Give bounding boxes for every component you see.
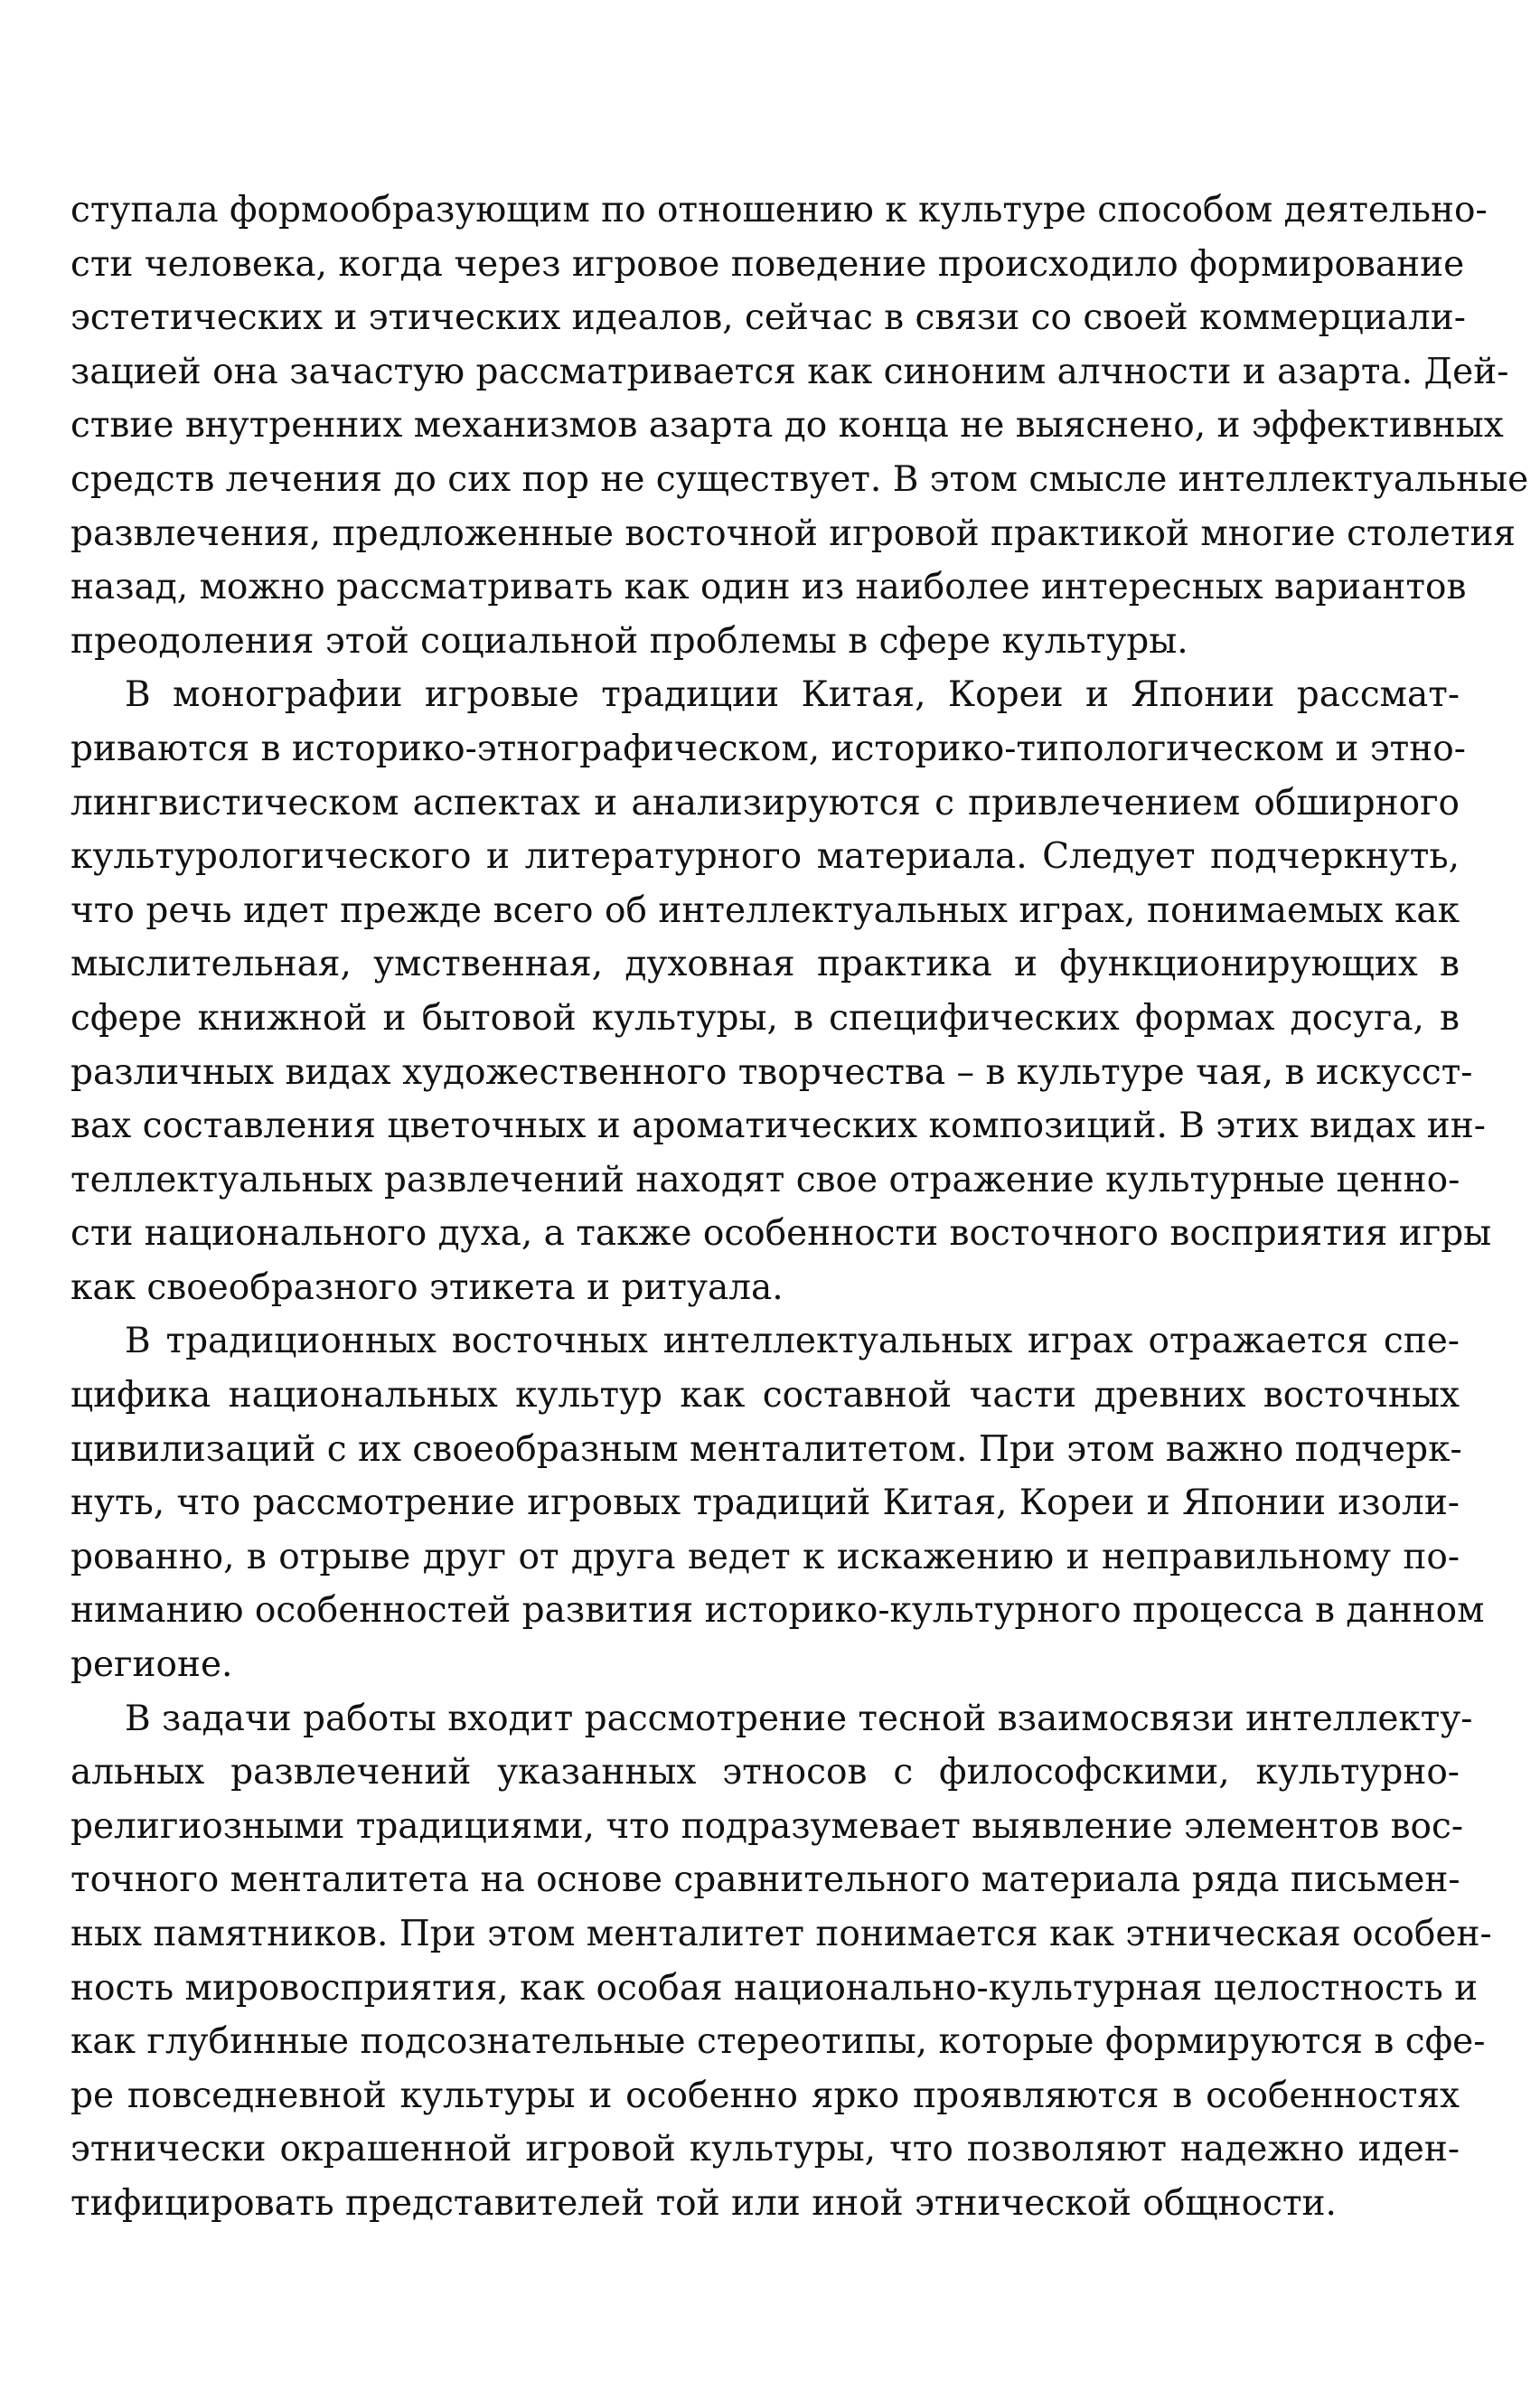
text-line: зацией она зачастую рассматривается как синоним алчности и азарта. Дей-	[70, 351, 1509, 392]
paragraph-3	[70, 1314, 1485, 1691]
text-line: как глубинные подсознательные стереотипы, которые формируются в сфе-	[70, 2021, 1486, 2063]
text-line: средств лечения до сих пор не существует. В этом смысле интеллектуальные	[70, 458, 1529, 500]
text-line: ступала формообразующим по отношению к культуре способом деятельно-	[70, 190, 1488, 231]
text-line: цивилизаций с их своеобразным менталитетом. При этом важно подчерк-	[70, 1428, 1462, 1470]
text-line: религиозными традициями, что подразумевает выявление элементов вос-	[70, 1805, 1464, 1847]
text-line: В традиционных восточных интеллектуальных играх отражается спе-	[125, 1321, 1460, 1362]
text-line: как своеобразного этикета и ритуала.	[70, 1266, 784, 1308]
text-line: сти человека, когда через игровое поведение происходило формирование	[70, 243, 1465, 285]
text-line: цифика национальных культур как составной части древних восточных	[70, 1375, 1460, 1417]
text-line: преодоления этой социальной проблемы в сфере культуры.	[70, 620, 1188, 662]
text-line: что речь идет прежде всего об интеллектуальных играх, понимаемых как	[70, 890, 1460, 931]
text-line: назад, можно рассматривать как один из наиболее интересных вариантов	[70, 567, 1467, 608]
paragraph-1	[70, 184, 1529, 668]
text-line: сти национального духа, а также особенности восточного восприятия игры	[70, 1213, 1492, 1255]
text-line: теллектуальных развлечений находят свое отражение культурные ценно-	[70, 1159, 1460, 1200]
text-line: В монографии игровые традиции Китая, Кореи и Японии рассмат-	[125, 674, 1460, 716]
text-line: ных памятников. При этом менталитет понимается как этническая особен-	[70, 1914, 1492, 1954]
text-line: В задачи работы входит рассмотрение тесной взаимосвязи интеллекту-	[125, 1698, 1473, 1739]
text-line: точного менталитета на основе сравнительного материала ряда письмен-	[70, 1859, 1460, 1901]
text-line: эстетических и этических идеалов, сейчас в связи со своей коммерциали-	[70, 297, 1466, 339]
text-line: мыслительная, умственная, духовная практика и функционирующих в	[70, 944, 1460, 985]
text-line: альных развлечений указанных этносов с философскими, культурно-	[70, 1752, 1460, 1793]
text-line: ствие внутренних механизмов азарта до конца не выяснено, и эффективных	[70, 405, 1504, 447]
paragraph-4	[70, 1692, 1492, 2231]
body-text	[70, 184, 1529, 2231]
text-line: ре повседневной культуры и особенно ярко проявляются в особенностях	[70, 2075, 1460, 2116]
text-line: вах составления цветочных и ароматических композиций. В этих видах ин-	[70, 1106, 1486, 1147]
text-line: тифицировать представителей той или иной этнической общности.	[70, 2182, 1337, 2224]
text-line: рованно, в отрыве друг от друга ведет к искажению и неправильному по-	[70, 1536, 1460, 1577]
text-line: ниманию особенностей развития историко-культурного процесса в данном	[70, 1590, 1485, 1632]
text-line: этнически окрашенной игровой культуры, что позволяют надежно иден-	[70, 2129, 1460, 2170]
text-line: различных видах художественного творчества – в культуре чая, в искусст-	[70, 1051, 1473, 1093]
paragraph-2	[70, 668, 1492, 1314]
text-line: ность мировосприятия, как особая национально-культурная целостность и	[70, 1967, 1479, 2009]
text-line: лингвистическом аспектах и анализируются с привлечением обширного	[70, 782, 1460, 824]
text-line: нуть, что рассмотрение игровых традиций Китая, Кореи и Японии изоли-	[70, 1483, 1460, 1524]
text-line: риваются в историко-этнографическом, историко-типологическом и этно-	[70, 728, 1466, 769]
text-line: развлечения, предложенные восточной игровой практикой многие столетия	[70, 513, 1517, 554]
text-line: регионе.	[70, 1644, 233, 1686]
text-line: сфере книжной и бытовой культуры, в специфических формах досуга, в	[70, 997, 1460, 1039]
text-line: культурологического и литературного материала. Следует подчеркнуть,	[70, 836, 1460, 878]
